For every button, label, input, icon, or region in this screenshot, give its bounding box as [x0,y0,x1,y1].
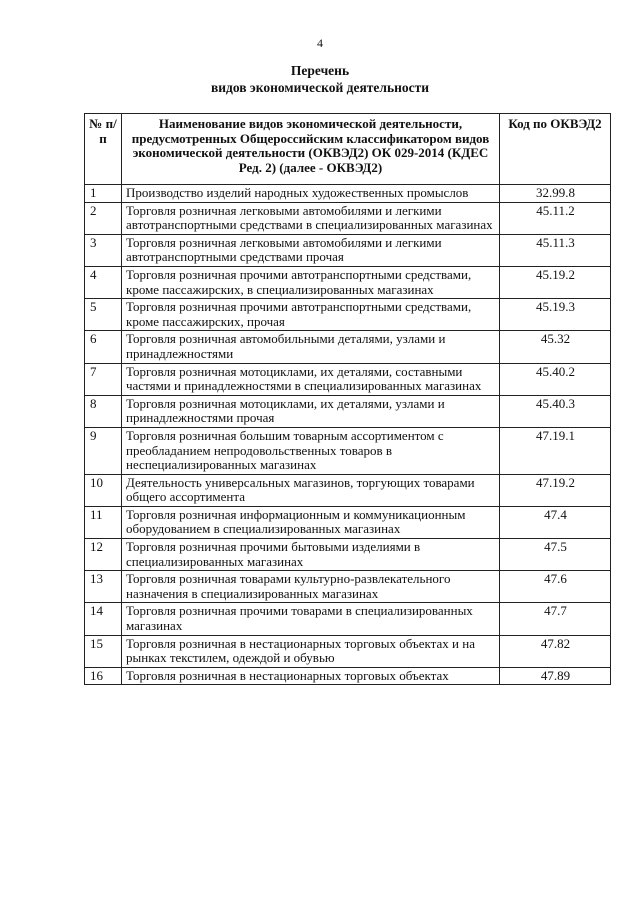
table-row [85,539,611,571]
okved-code: 45.19.2 [500,266,611,298]
page-number: 4 [317,36,323,50]
table-row [85,474,611,506]
activity-name: Торговля розничная легковыми автомобилями и легкими автотранспортными средствами в специализированных магазинах [122,202,500,234]
row-number: 1 [85,185,122,203]
table-row [85,667,611,685]
okved-code: 47.4 [500,506,611,538]
row-number: 9 [85,427,122,474]
okved-code: 45.40.2 [500,363,611,395]
table-row [85,299,611,331]
table-body [85,185,611,685]
row-number: 7 [85,363,122,395]
activity-name: Торговля розничная прочими автотранспортными средствами, кроме пассажирских, в специализированных магазинах [122,266,500,298]
okved-code: 47.89 [500,667,611,685]
activity-name: Торговля розничная легковыми автомобилями и легкими автотранспортными средствами прочая [122,234,500,266]
activity-name: Торговля розничная мотоциклами, их деталями, составными частями и принадлежностями в специализированных магазинах [122,363,500,395]
okved-code: 47.19.2 [500,474,611,506]
table-row [85,202,611,234]
header-name: Наименование видов экономической деятельности, предусмотренных Общероссийским классификатором видов экономической деятельности (ОКВЭД2) ОК 029-2014 (КДЕС Ред. 2) (далее - ОКВЭД2) [122,114,500,185]
row-number: 8 [85,395,122,427]
activity-name: Деятельность универсальных магазинов, торгующих товарами общего ассортимента [122,474,500,506]
okved-code: 47.19.1 [500,427,611,474]
okved-code: 45.40.3 [500,395,611,427]
header-code: Код по ОКВЭД2 [500,114,611,185]
table-row [85,363,611,395]
row-number: 2 [85,202,122,234]
row-number: 16 [85,667,122,685]
table-row [85,331,611,363]
table-header-row [85,114,611,185]
okved-code: 45.19.3 [500,299,611,331]
okved-code: 45.32 [500,331,611,363]
table-row [85,427,611,474]
activity-name: Торговля розничная прочими бытовыми изделиями в специализированных магазинах [122,539,500,571]
table-row [85,571,611,603]
row-number: 11 [85,506,122,538]
row-number: 10 [85,474,122,506]
table-row [85,506,611,538]
table-row [85,603,611,635]
title-line-1: Перечень [290,63,350,78]
activity-name: Торговля розничная информационным и коммуникационным оборудованием в специализированных магазинах [122,506,500,538]
okved-code: 47.5 [500,539,611,571]
activity-name: Торговля розничная автомобильными деталями, узлами и принадлежностями [122,331,500,363]
activity-name: Торговля розничная в нестационарных торговых объектах [122,667,500,685]
table-row [85,266,611,298]
activity-name: Торговля розничная прочими товарами в специализированных магазинах [122,603,500,635]
row-number: 15 [85,635,122,667]
okved-code: 32.99.8 [500,185,611,203]
row-number: 3 [85,234,122,266]
table-row [85,635,611,667]
okved-code: 47.7 [500,603,611,635]
activities-table [84,113,611,685]
row-number: 5 [85,299,122,331]
row-number: 4 [85,266,122,298]
title-line-2: видов экономической деятельности [210,80,430,95]
document-title [0,62,640,96]
activity-name: Торговля розничная прочими автотранспортными средствами, кроме пассажирских, прочая [122,299,500,331]
activity-name: Торговля розничная мотоциклами, их деталями, узлами и принадлежностями прочая [122,395,500,427]
okved-code: 45.11.3 [500,234,611,266]
header-num: № п/п [85,114,122,185]
activity-name: Торговля розничная большим товарным ассортиментом с преобладанием непродовольственных товаров в неспециализированных магазинах [122,427,500,474]
row-number: 14 [85,603,122,635]
okved-code: 47.6 [500,571,611,603]
activity-name: Торговля розничная в нестационарных торговых объектах и на рынках текстилем, одеждой и обувью [122,635,500,667]
row-number: 12 [85,539,122,571]
activity-name: Торговля розничная товарами культурно-развлекательного назначения в специализированных магазинах [122,571,500,603]
table-row [85,234,611,266]
table-row [85,185,611,203]
okved-code: 47.82 [500,635,611,667]
row-number: 6 [85,331,122,363]
activity-name: Производство изделий народных художественных промыслов [122,185,500,203]
okved-code: 45.11.2 [500,202,611,234]
table-row [85,395,611,427]
row-number: 13 [85,571,122,603]
